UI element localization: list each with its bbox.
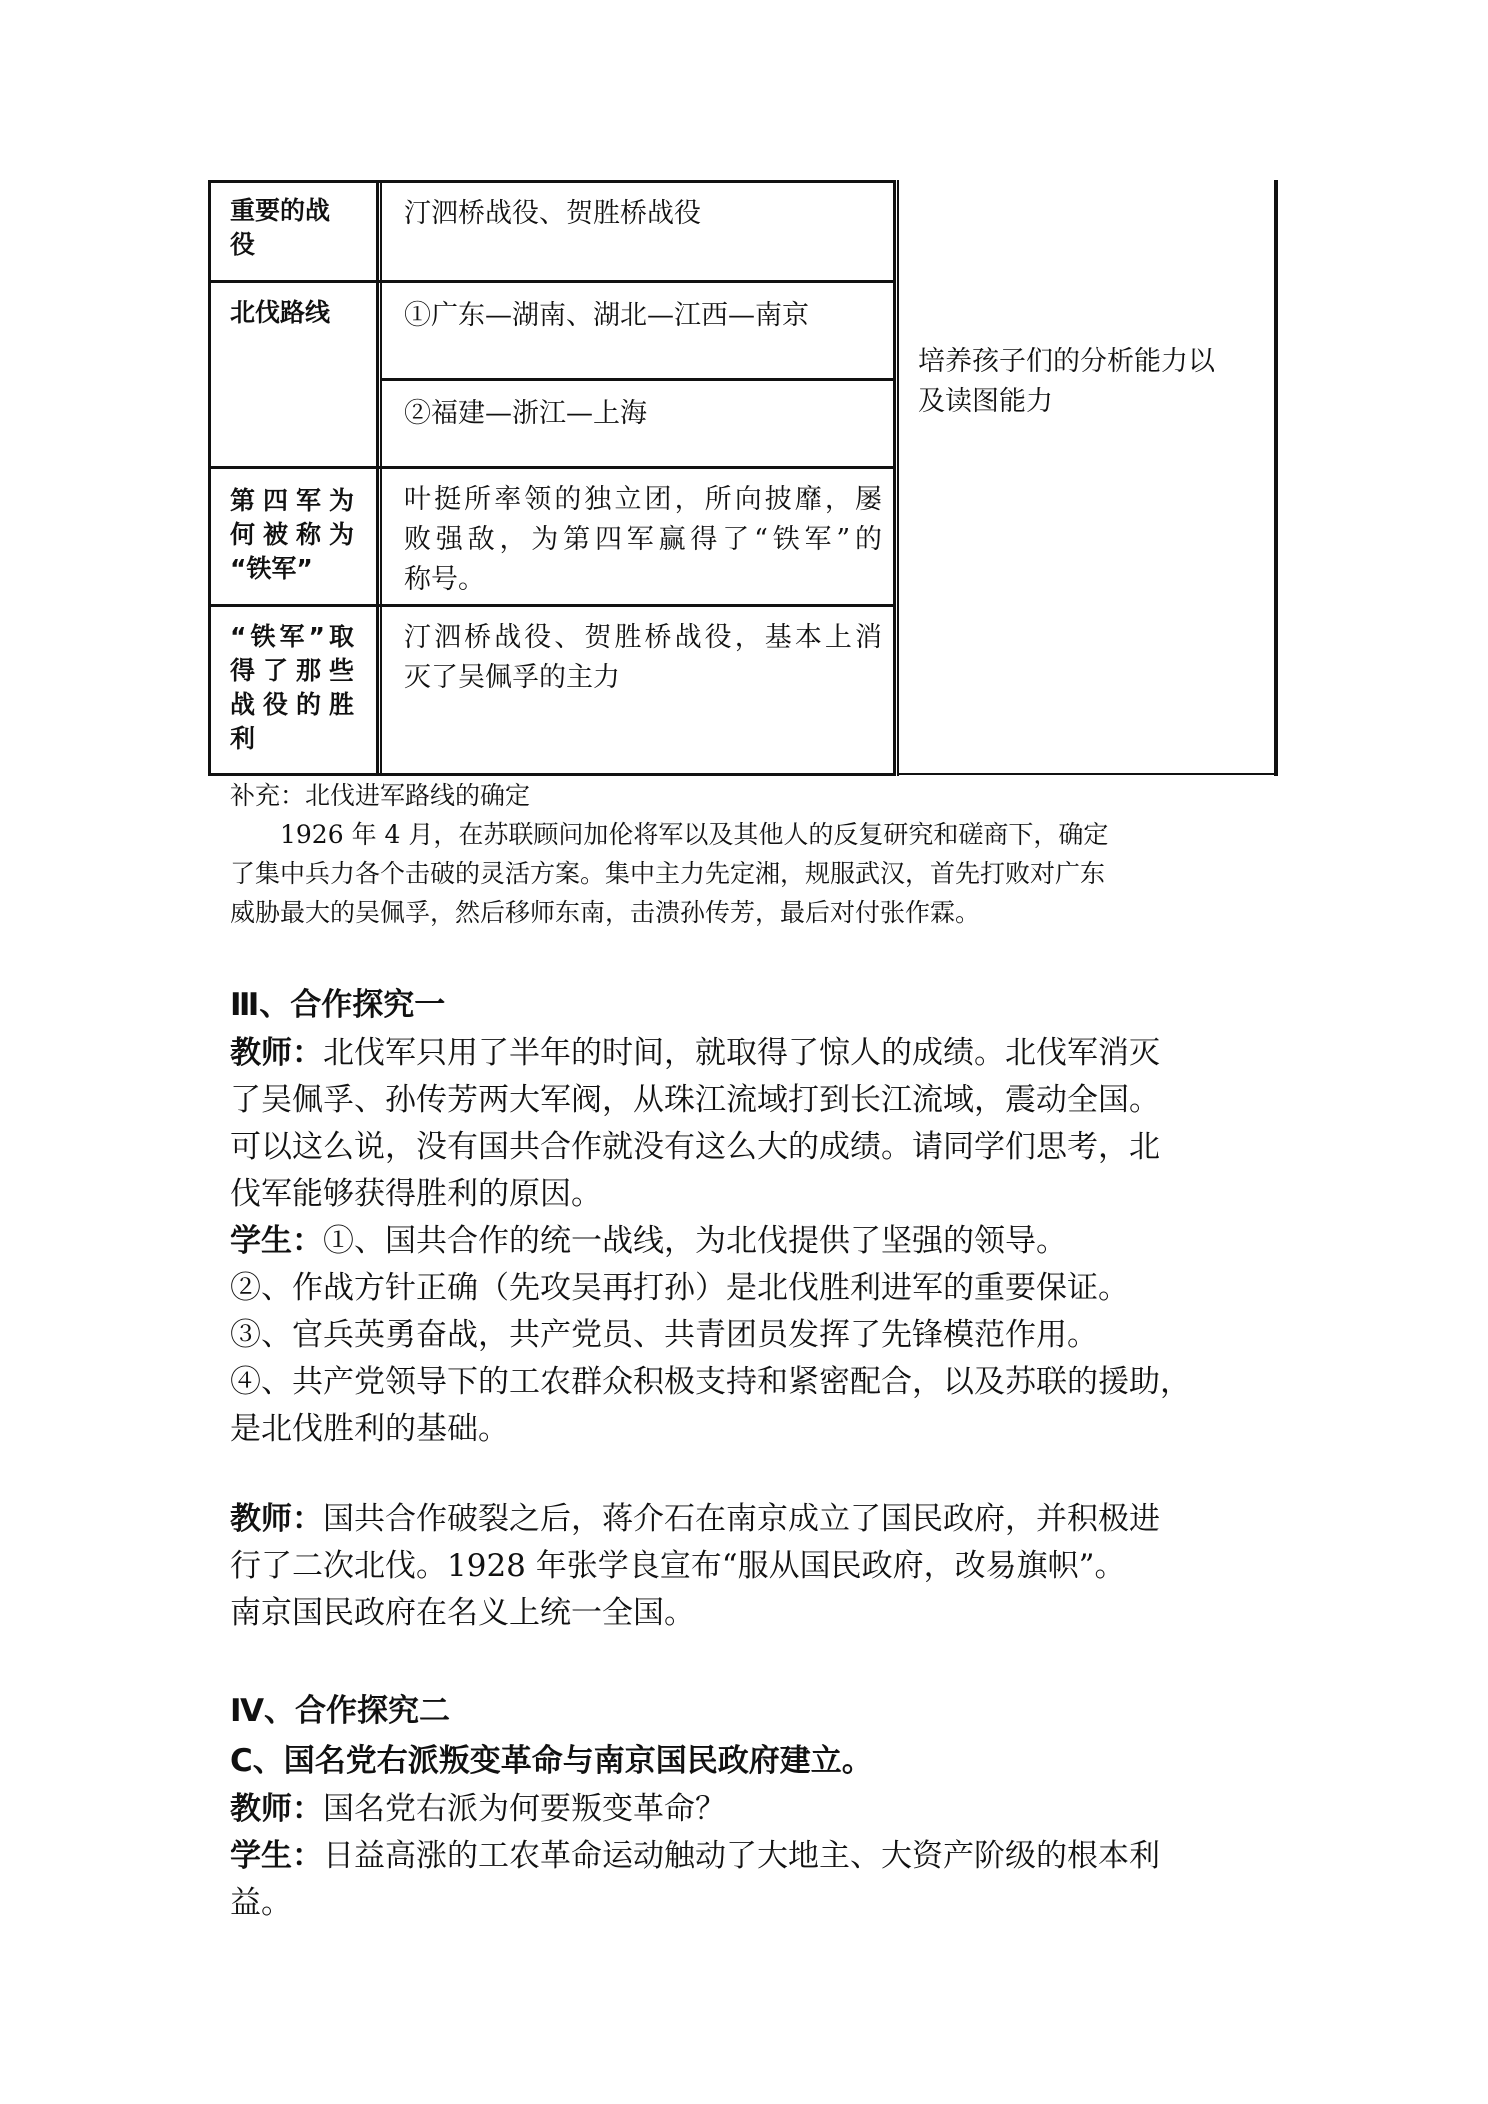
- content-iron-army-reason: 叶挺所率领的独立团，所向披靡，屡 败强敌，为第四军赢得了“铁军”的 称号。: [404, 484, 882, 595]
- supplement-block: [230, 776, 1280, 932]
- supplement-line-1: 1926 年 4 月，在苏联顾问加伦将军以及其他人的反复研究和磋商下，确定: [280, 820, 1109, 849]
- label-iron-army-question: 第四军为 何被称为 “铁军”: [230, 486, 354, 583]
- section-3-teacher-2: 教师：国共合作破裂之后，蒋介石在南京成立了国民政府，并积极进 行了二次北伐。1928 年张学良宣布“服从国民政府，改易旗帜”。 南京国民政府在名义上统一全国。: [230, 1501, 1160, 1631]
- content-route-1: ①广东—湖南、湖北—江西—南京: [404, 300, 809, 331]
- teaching-goal: 培养孩子们的分析能力以 及读图能力: [918, 346, 1215, 417]
- supplement-line-3: 威胁最大的吴佩孚，然后移师东南，击溃孙传芳，最后对付张作霖。: [230, 898, 981, 927]
- label-important-battles: 重要的战役: [230, 196, 331, 259]
- section-3-dialogue: 教师：北伐军只用了半年的时间，就取得了惊人的成绩。北伐军消灭 了吴佩孚、孙传芳两大军阀，从珠江流域打到长江流域，震动全国。 可以这么说，没有国共合作就没有这么大的成绩。请同学们思考，北 伐军能够获得胜利的原因。 学生：①、国共合作的统一战线，为北伐提供了坚强的领导。 ②、作战方针正确（先攻吴再打孙）是北伐胜利进军的重要保证。 ③、官兵英勇奋战，共产党员、共青团员发挥了先锋模范作用。 ④、共产党领导下的工农群众积极支持和紧密配合，以及苏联的援助， 是北伐胜利的基础。: [230, 1030, 1280, 1453]
- label-expedition-route: 北伐路线: [230, 298, 331, 327]
- supplement-line-2: 了集中兵力各个击破的灵活方案。集中主力先定湘，规服武汉，首先打败对广东: [230, 859, 1106, 888]
- content-route-2: ②福建—浙江—上海: [404, 398, 647, 429]
- content-iron-army-victories: 汀泗桥战役、贺胜桥战役，基本上消 灭了吴佩孚的主力: [404, 622, 882, 693]
- student-line-1: 学生：①、国共合作的统一战线，为北伐提供了坚强的领导。: [230, 1223, 1067, 1259]
- content-important-battles: 汀泗桥战役、贺胜桥战役: [404, 198, 701, 229]
- section-4-heading: Ⅳ、合作探究二: [230, 1693, 451, 1729]
- section-4-dialogue: 教师：国名党右派为何要叛变革命？ 学生：日益高涨的工农革命运动触动了大地主、大资产阶级的根本利 益。: [230, 1791, 1160, 1921]
- teacher-line-1: 教师：北伐军只用了半年的时间，就取得了惊人的成绩。北伐军消灭: [230, 1035, 1160, 1071]
- section-4-subheading: C、国名党右派叛变革命与南京国民政府建立。: [230, 1743, 873, 1779]
- label-iron-army-victories: “铁军”取 得了那些 战役的胜 利: [230, 622, 354, 753]
- supplement-title: 补充：北伐进军路线的确定: [230, 781, 531, 810]
- section-3-heading: Ⅲ、合作探究一: [230, 987, 446, 1023]
- lesson-table: [208, 180, 1278, 776]
